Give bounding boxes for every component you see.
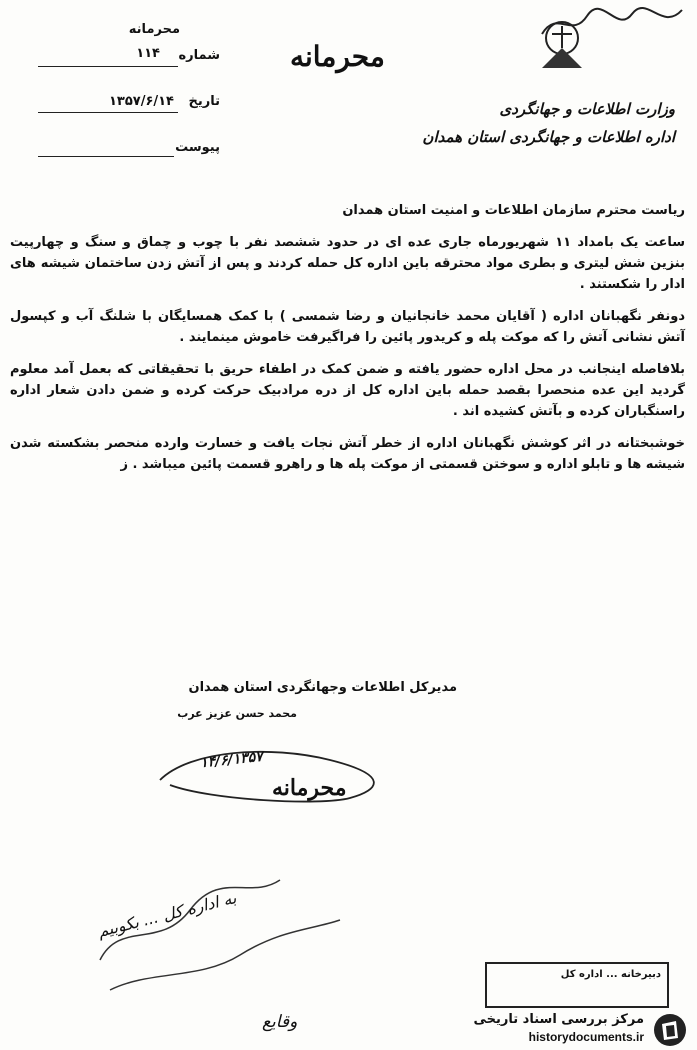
date-label: تاریخ <box>188 94 220 109</box>
classification-stamp: محرمانه <box>290 40 385 73</box>
letter-body <box>10 200 685 486</box>
letter-paragraph: ساعت یک بامداد ۱۱ شهریورماه جاری عده ای در حدود ششصد نفر با چوب و چماق و سنگ و چهارپیت بنزین شش لیتری و بطری مواد محترقه باین اداره کل حمله کردند و پس از آتش زدن ساختمان شیشه های ادار را شکستند . <box>10 235 685 292</box>
signature-flourish <box>150 740 390 810</box>
date-rule <box>38 112 178 113</box>
letter-paragraph: دونفر نگهبانان اداره ( آقایان محمد خانجانیان و رضا شمسی ) با کمک همسایگان با شلنگ آب و کپسول آتش نشانی آتش را که موکت پله و کریدور پائین را فراگیرفت خاموش مینمایند . <box>10 309 685 345</box>
number-label: شماره <box>178 48 220 63</box>
watermark-url: historydocuments.ir <box>528 1030 644 1044</box>
archive-logo-icon <box>652 1012 688 1048</box>
bottom-classification-stamp: محرمانه <box>272 775 347 801</box>
letter-recipient: ریاست محترم سازمان اطلاعات و امنیت استان همدان <box>342 203 685 218</box>
organization-block <box>375 100 675 156</box>
number-rule <box>38 66 178 67</box>
signature-block <box>17 680 457 720</box>
attachment-label: پیوست <box>175 140 220 155</box>
registry-stamp-text: دبیرخانه ... اداره کل <box>560 969 661 980</box>
handwritten-note: به اداره کل ... بکوبیم <box>95 888 239 941</box>
date-value: ۱۳۵۷/۶/۱۴ <box>108 94 174 109</box>
classification-label: محرمانه <box>128 22 180 37</box>
letter-paragraph: خوشبختانه در اثر کوشش نگهبانان اداره از خطر آتش نجات یافت و خسارت وارده منحصر بشکسته شدن شیشه ها و تابلو اداره و سوختن قسمتی از موکت پله ها و راهرو قسمت پائین میباشد . ز <box>10 436 685 472</box>
watermark-persian: مرکز بررسی اسناد تاریخی <box>473 1012 644 1027</box>
header-fields <box>30 22 220 162</box>
signatory-name: محمد حسن عزیز عرب <box>177 707 297 720</box>
number-value: ۱۱۴ <box>136 46 160 61</box>
letter-paragraph: بلافاصله اینجانب در محل اداره حضور یافته و ضمن کمک در اطفاء حریق با تحقیقاتی که بعمل آمد معلوم گردید این عده منحصرا بقصد حمله باین اداره کل از دره مرادبیک حرکت کرده و ضمن دادن شعار اداره راسنگباران کرده و بآتش کشیده اند . <box>10 362 685 419</box>
watermark <box>420 1012 690 1048</box>
registry-stamp <box>485 962 669 1008</box>
office-name: اداره اطلاعات و جهانگردی استان همدان <box>422 128 675 146</box>
handwritten-small-note: وقایع <box>262 1012 298 1032</box>
ministry-name: وزارت اطلاعات و جهانگردی <box>499 100 675 118</box>
emblem-icon <box>517 8 607 78</box>
attachment-rule <box>38 156 174 157</box>
signature-date: ۱۴/۶/۱۳۵۷ <box>199 748 264 772</box>
signatory-title: مدیرکل اطلاعات وجهانگردی استان همدان <box>188 680 457 695</box>
